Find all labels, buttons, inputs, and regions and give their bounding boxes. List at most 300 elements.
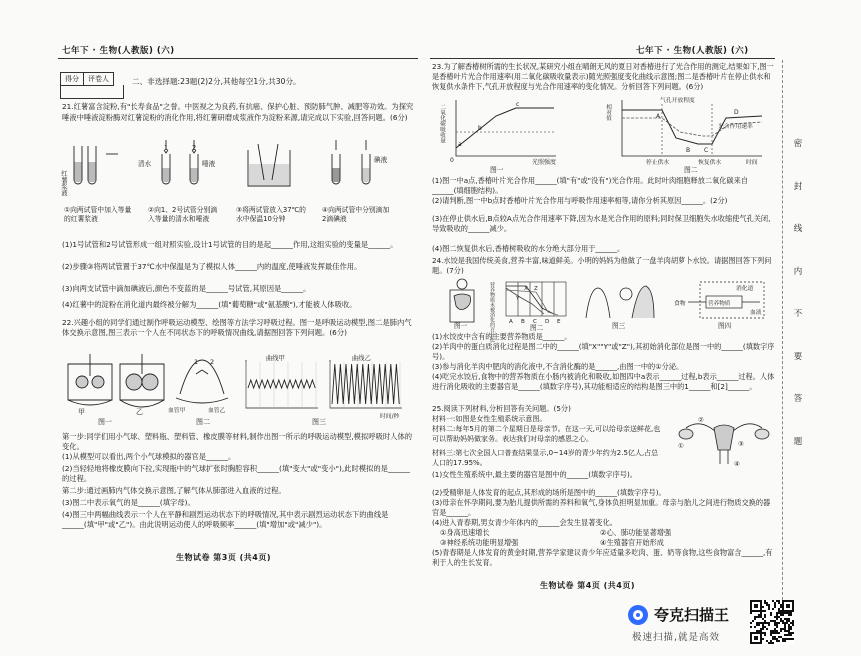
qr-module [782, 614, 784, 616]
qr-module [762, 618, 764, 620]
q21-label-water: 清水 [138, 160, 152, 168]
qr-module [780, 614, 782, 616]
qr-module [788, 618, 790, 620]
qr-module [756, 630, 758, 632]
qr-module [764, 620, 766, 622]
qr-finder-core [786, 604, 790, 608]
qr-module [762, 638, 764, 640]
qr-code-icon[interactable] [750, 600, 794, 644]
qr-module [762, 622, 764, 624]
score-label: 得分 [61, 73, 84, 85]
q22-sub4: (4)图三中两幅曲线表示一个人在平静和剧烈运动状态下的呼吸情况,其中表示剧烈运动状态下的曲线是______(填"甲"或"乙")。由此说明运动使人的呼吸频率______(填"增加"或"减少")。 [62, 510, 389, 529]
qr-module [786, 630, 788, 632]
qr-module [768, 642, 770, 644]
qr-module [786, 612, 788, 614]
qr-module [778, 636, 780, 638]
page-header-left: 七年下 · 生物(人教版) (六) [62, 46, 175, 56]
qr-module [780, 620, 782, 622]
q21-label-tube2: 2 [192, 144, 197, 152]
q21-stem: 21.红薯富含淀粉,有"长寿食品"之誉。中医视之为良药,有抗癌、保护心脏、预防肺气肿、减肥等功效。为探究唾液中唾液淀粉酶对红薯淀粉的消化作用,将红薯研磨成浆液作为淀粉来源,请完成以下实验,回答问题。(6分) [62, 102, 414, 122]
qr-module [780, 630, 782, 632]
q23-fig2-point-B: B [686, 147, 691, 154]
q23-fig2-point-D: D [734, 109, 739, 116]
qr-module [776, 638, 778, 640]
brand-name: 夸克扫描王 [654, 607, 730, 624]
q23-fig1-point-b: b [478, 125, 482, 132]
qr-module [786, 638, 788, 640]
qr-finder-core [754, 636, 758, 640]
qr-module [784, 618, 786, 620]
q25-num1: ① [678, 442, 684, 450]
qr-module [754, 618, 756, 620]
q24-sub4: (4)吃完水饺后,食物中的营养物质在小肠内被消化和吸收,如图四中a表示______过程,b表示______过程。人体进行消化吸收的主要器官是______(填数字序号),其功能相适应的结构是图三中的1______和[2]______。 [432, 372, 775, 391]
q24-sub3: (3)参与消化羊肉中肥肉的消化液中,不含消化酶的是______,由图一中的①分泌。 [432, 362, 684, 371]
qr-module [780, 628, 782, 630]
q23-fig1-point-c: c [516, 101, 520, 108]
seal-char-6: 要 [793, 351, 803, 362]
q24-stem: 24.水饺是我国传统美食,营养丰富,味道鲜美。小明的妈妈为他做了一盘羊肉胡萝卜水饺。请据图回答下列问题。(7分) [432, 256, 772, 275]
qr-module [770, 620, 772, 622]
q24-xletter-A: A [509, 319, 513, 325]
q24-xletter-C: C [533, 319, 537, 325]
qr-module [770, 630, 772, 632]
qr-module [762, 624, 764, 626]
q25-sub5: (5)青春期是人体发育的黄金时期,营养学家建议青少年应适量多吃肉、蛋、奶等食物,这些食物富含______,有利于人的生长发育。 [432, 548, 773, 567]
qr-module [784, 638, 786, 640]
qr-module [778, 602, 780, 604]
q21-figure [62, 140, 414, 204]
q22-fig2-alveolus [176, 360, 228, 403]
q25-sub1: (1)女性生殖系统中,最主要的器官是图中的______(填数字序号)。 [432, 470, 637, 479]
qr-module [788, 626, 790, 628]
qr-module [778, 612, 780, 614]
q24-fig2-ylabel: 营养物质未被消化的百分比 [489, 282, 495, 342]
q23-sub4: (4)图二恢复供水后,香椿树吸收的水分绝大部分用于______。 [432, 244, 625, 253]
section-title: 二、非选择题:23题(2)2分,其他每空1分,共30分。 [132, 77, 301, 86]
qr-module [770, 642, 772, 644]
q22-step2: 第二步:通过画肺内气体交换示意图,了解气体从肺部进入血液的过程。 [62, 486, 286, 495]
q21-caption-1: ①向两试管中加入等量的红薯浆液 [64, 206, 132, 223]
qr-module [782, 620, 784, 622]
qr-module [788, 612, 790, 614]
qr-module [764, 602, 766, 604]
qr-module [784, 622, 786, 624]
qr-module [758, 622, 760, 624]
qr-module [766, 622, 768, 624]
qr-module [774, 624, 776, 626]
qr-module [792, 638, 794, 640]
q21-caption-4: ④向两试管中分别滴加2滴碘液 [322, 206, 390, 223]
qr-module [768, 606, 770, 608]
qr-module [776, 600, 778, 602]
qr-module [790, 614, 792, 616]
qr-module [776, 622, 778, 624]
qr-module [790, 632, 792, 634]
q23-sub2: (2)请判断,图一中b点时香椿叶片光合作用与呼吸作用速率相等,请你分析其原因______。(2分) [432, 196, 728, 205]
seal-char-8: 题 [793, 436, 803, 447]
qr-module [760, 630, 762, 632]
qr-module [782, 612, 784, 614]
qr-module [764, 632, 766, 634]
q22-fig2-caption: 图二 [196, 418, 210, 426]
qr-module [776, 616, 778, 618]
qr-module [778, 640, 780, 642]
q22-xunit: 时间/秒 [380, 414, 400, 420]
qr-module [766, 628, 768, 630]
q21-sub1: (1)1号试管和2号试管形成一组对照实验,设计1号试管的目的是起______作用,这组实验的变量是______。 [62, 240, 398, 249]
qr-module [770, 612, 772, 614]
q25-sub4: (4)进入青春期,男女青少年体内的______会发生显著变化。 [432, 518, 617, 527]
qr-module [756, 622, 758, 624]
q22-fig2-num1: 1 [194, 358, 199, 366]
qr-module [790, 628, 792, 630]
q21-label-iodine: 碘液 [374, 156, 388, 164]
qr-module [772, 638, 774, 640]
qr-module [770, 634, 772, 636]
q24-curve-X-label: X [524, 286, 528, 292]
qr-module [782, 640, 784, 642]
qr-module [760, 628, 762, 630]
qr-module [792, 622, 794, 624]
qr-module [788, 624, 790, 626]
qr-module [788, 634, 790, 636]
q22-curve-exercise [332, 364, 399, 404]
q23-stem: 23.为了解香椿树所需的生长状况,某研究小组在晴朗无风的夏日对香椿进行了光合作用的测定,结果如下,图一是香椿叶片光合作用速率(用二氧化碳吸收量表示)随光照强度变化曲线示意图;图二是香椿叶片在停止供水和恢复供水条件下,气孔开放程度与光合作用速率的变化情况。分析回答下列问题。(6分) [432, 62, 774, 92]
q24-sub2: (2)羊肉中的蛋白质消化过程是图二中的______(填"X""Y"或"Z"),其初始消化部位是图一中的______(填数字序号)。 [432, 342, 775, 361]
seal-char-1: 密 [793, 139, 803, 149]
qr-finder-core [754, 604, 758, 608]
qr-module [766, 602, 768, 604]
qr-module [754, 616, 756, 618]
qr-module [774, 606, 776, 608]
q25-option-4: ④生殖器官开始形成 [600, 538, 664, 547]
q25-stem: 25.阅读下列材料,分析回答有关问题。(5分) [432, 404, 571, 413]
q25-sub2: (2)受精卵是人体发育的起点,其形成的场所是图中的______(填数字序号)。 [432, 488, 666, 497]
q21-label-slurry: 红薯浆液 [60, 170, 68, 196]
q24-xletter-D: D [545, 319, 550, 325]
qr-module [772, 632, 774, 634]
q24-sub1: (1)水饺皮中含有的主要营养物质是______。 [432, 332, 572, 341]
q21-step3-beaker [248, 144, 290, 186]
q23-fig2-point-A: A [656, 113, 661, 120]
qr-module [758, 614, 760, 616]
q22-curve1-label: 曲线甲 [266, 355, 285, 362]
qr-module [788, 630, 790, 632]
qr-module [788, 620, 790, 622]
qr-module [786, 634, 788, 636]
q25-m2: 材料二:每年5月的第二个星期日是母亲节。在这一天,可以给母亲送鲜花,也可以帮助妈妈做家务。表达我们对母亲的感恩之心。 [432, 425, 661, 443]
qr-module [766, 604, 768, 606]
q23-fig2-xunit: 时间 [746, 160, 758, 166]
q22-fig3-caption: 图三 [312, 418, 326, 426]
qr-module [790, 638, 792, 640]
qr-module [790, 612, 792, 614]
qr-module [774, 636, 776, 638]
qr-module [788, 638, 790, 640]
q23-sub3: (3)在停止供水后,B点较A点光合作用速率下降,因为水是光合作用的原料;同时保卫细胞失水收缩使气孔关闭,导致吸收的______减少。 [432, 214, 771, 233]
qr-module [768, 608, 770, 610]
qr-module [778, 622, 780, 624]
seal-char-5: 不 [793, 309, 803, 319]
q21-step4-tubes [332, 140, 370, 184]
qr-module [750, 612, 752, 614]
qr-module [772, 630, 774, 632]
q21-sub3: (3)向两支试管中滴加碘液后,颜色不变蓝的是______号试管,其原因是______。 [62, 284, 311, 293]
qr-module [770, 640, 772, 642]
q25-num3: ③ [738, 440, 744, 448]
q24-xletter-B: B [521, 319, 525, 325]
brand-logo-icon [628, 605, 648, 625]
qr-module [776, 618, 778, 620]
qr-module [752, 620, 754, 622]
seal-char-2: 封 [793, 181, 803, 192]
qr-module [762, 610, 764, 612]
q24-fig3-villus [586, 286, 654, 318]
qr-module [786, 618, 788, 620]
qr-module [784, 634, 786, 636]
q22-sub2: (2)当轻轻地将橡皮膜向下拉,实现瓶中的气球扩张时胸腔容积______(填"变大"或"变小"),此时模拟的是______的过程。 [62, 464, 410, 483]
qr-module [784, 626, 786, 628]
qr-module [790, 622, 792, 624]
qr-module [764, 616, 766, 618]
page-footer-right: 生物试卷 第4页 (共4页) [540, 581, 636, 590]
q25-m1: 材料一:如图是女性生殖系统示意图。 [432, 415, 547, 423]
qr-module [764, 626, 766, 628]
q25-option-3: ③神经系统功能明显增强 [440, 538, 519, 547]
q21-step1-tubes [74, 146, 118, 184]
score-box-blank [60, 85, 124, 99]
q24-fig1-caption: 图一 [454, 322, 468, 330]
brand-slogan: 极速扫描,就是高效 [632, 632, 721, 643]
qr-module [770, 614, 772, 616]
q22-label-blood-out: 血管乙 [208, 408, 226, 414]
q23-fig1-caption: 图一 [490, 166, 504, 174]
qr-module [758, 616, 760, 618]
qr-module [780, 636, 782, 638]
qr-module [780, 610, 782, 612]
q25-m3: 材料三:第七次全国人口普查结果显示,0~14岁的青少年约为2.5亿人,占总人口的17.95%。 [432, 449, 659, 467]
q24-fig2-caption: 图二 [530, 324, 544, 332]
score-box [60, 72, 114, 86]
qr-module [772, 600, 774, 602]
qr-module [762, 626, 764, 628]
q21-label-saliva: 唾液 [202, 160, 216, 168]
qr-module [778, 616, 780, 618]
qr-module [772, 620, 774, 622]
q22-sub3: (3)图二中表示氧气的是______(填字母)。 [62, 498, 195, 507]
qr-module [780, 604, 782, 606]
q22-figure [62, 354, 414, 426]
qr-module [782, 628, 784, 630]
q21-caption-2: ②向1、2号试管分别滴入等量的清水和唾液 [148, 206, 218, 223]
qr-module [788, 632, 790, 634]
q24-xletter-E: E [557, 319, 561, 325]
q24-fig3-caption: 图三 [612, 322, 626, 330]
q22-fig2-num2: 2 [210, 358, 215, 366]
q22-step1: 第一步:同学们用小气球、塑料瓶、塑料管、橡皮膜等材料,制作出图一所示的呼吸运动模型,模拟呼吸时人体的变化。 [62, 432, 413, 451]
qr-module [774, 620, 776, 622]
q23-fig1-origin: 0 [450, 157, 454, 164]
qr-module [776, 624, 778, 626]
q23-figure [436, 96, 772, 166]
qr-module [776, 614, 778, 616]
q23-fig1-curve [456, 108, 554, 148]
qr-module [784, 630, 786, 632]
q23-fig1-ylabel: 二氧化碳吸收量 [439, 104, 445, 144]
qr-module [774, 628, 776, 630]
seal-char-4: 内 [793, 266, 803, 277]
seal-char-7: 答 [793, 394, 803, 404]
qr-module [788, 614, 790, 616]
qr-module [754, 626, 756, 628]
qr-module [776, 630, 778, 632]
qr-module [768, 624, 770, 626]
qr-module [792, 632, 794, 634]
qr-module [774, 622, 776, 624]
qr-module [780, 606, 782, 608]
qr-module [784, 640, 786, 642]
qr-module [784, 624, 786, 626]
q25-option-1: ①身高迅速增长 [440, 528, 490, 537]
q23-fig2-legend2: 光合作用速率 [718, 124, 753, 130]
qr-module [762, 628, 764, 630]
qr-module [766, 640, 768, 642]
q22-label-blood-in: 血管甲 [168, 408, 186, 414]
qr-module [768, 604, 770, 606]
qr-module [784, 612, 786, 614]
q22-sub1: (1)从模型可以看出,两个小气球模拟的器官是______。 [62, 452, 236, 461]
seal-char-3: 线 [793, 224, 803, 234]
q23-fig2-point-C: C [704, 147, 709, 154]
qr-module [788, 628, 790, 630]
q24-fig4-blood: 血液 [750, 310, 762, 316]
qr-module [778, 600, 780, 602]
qr-module [776, 626, 778, 628]
q23-fig2-caption: 图二 [684, 166, 698, 174]
q21-label-tube1: 1 [164, 144, 169, 152]
qr-module [774, 616, 776, 618]
qr-module [790, 626, 792, 628]
q22-fig1-caption: 图一 [98, 418, 112, 426]
q25-option-2: ②心、肺功能显著增强 [600, 528, 672, 537]
header-rule-left [58, 58, 418, 59]
qr-module [778, 610, 780, 612]
qr-module [782, 622, 784, 624]
q25-num4: ④ [734, 460, 740, 468]
q22-curve-calm [248, 380, 315, 388]
q23-fig2-x2: 恢复供水 [698, 160, 722, 166]
qr-module [790, 634, 792, 636]
q22-stem: 22.兴趣小组的同学们通过制作呼吸运动模型、绘图等方法学习呼吸过程。图一是呼吸运动模型,图二是肺内气体交换示意图,图三表示一个人在不同状态下的呼吸情况曲线,请据图回答下列问题。(6分) [62, 318, 412, 337]
q24-fig4-nutrient: 营养物质 [708, 301, 731, 307]
q23-sub1: (1)图一中a点,香椿叶片光合作用______(填"有"或"没有")光合作用。此时叶肉细胞释放二氧化碳来自______(填细胞结构)。 [432, 176, 749, 195]
qr-module [782, 638, 784, 640]
header-rule-right [430, 58, 775, 59]
qr-module [776, 612, 778, 614]
seal-dashed-line [782, 60, 783, 620]
q24-curve-Z-label: Z [534, 286, 538, 292]
qr-module [764, 622, 766, 624]
scanner-brand [628, 604, 729, 625]
q23-fig2-legend1: 气孔开放程度 [660, 98, 695, 104]
q24-fig4-digestive: 消化道 [736, 286, 754, 292]
q21-sub4: (4)红薯中的淀粉在消化道内最终被分解为______(填"葡萄糖"或"氨基酸"),才能被人体吸收。 [62, 300, 357, 309]
qr-module [758, 630, 760, 632]
qr-module [774, 604, 776, 606]
q24-curve-Y-label: Y [516, 296, 520, 302]
q24-fig1-body [450, 279, 474, 322]
qr-module [772, 608, 774, 610]
qr-module [776, 632, 778, 634]
seal-text [791, 140, 805, 480]
qr-module [774, 630, 776, 632]
qr-module [786, 622, 788, 624]
qr-module [764, 600, 766, 602]
q21-caption-3: ③将两试管放入37℃的水中保温10分钟 [236, 206, 306, 223]
qr-module [776, 640, 778, 642]
q25-reproductive-diagram [679, 424, 769, 464]
q22-label-b: 乙 [136, 408, 143, 416]
qr-module [764, 610, 766, 612]
qr-module [758, 624, 760, 626]
page-header-right: 七年下 · 生物(人教版) (六) [636, 46, 749, 56]
q24-fig4-food: 食物 [674, 301, 686, 307]
qr-module [750, 626, 752, 628]
q24-fig4-caption: 图四 [718, 322, 732, 330]
qr-module [760, 614, 762, 616]
q21-sub2: (2)步骤③将两试管置于37℃水中保温是为了模拟人体______内的温度,使唾液发挥最佳作用。 [62, 262, 362, 271]
q22-label-a: 甲 [78, 408, 85, 416]
q25-sub3: (3)母亲在怀孕期间,要为胎儿提供所需的养料和氧气,身体负担明显加重。母亲与胎儿之间进行物质交换的器官是______。 [432, 498, 771, 517]
reviewer-label: 评卷人 [88, 75, 109, 83]
q22-curve2-label: 曲线乙 [352, 355, 371, 362]
qr-module [770, 632, 772, 634]
qr-module [774, 638, 776, 640]
qr-module [792, 620, 794, 622]
qr-module [764, 614, 766, 616]
qr-module [772, 636, 774, 638]
page-footer-left: 生物试卷 第3页 (共4页) [176, 553, 272, 562]
qr-module [780, 612, 782, 614]
q22-fig1-models [68, 354, 164, 407]
qr-module [772, 642, 774, 644]
qr-module [760, 612, 762, 614]
q23-fig2-ylabel: 相对值 [605, 104, 611, 121]
qr-module [778, 608, 780, 610]
qr-module [762, 632, 764, 634]
qr-module [764, 634, 766, 636]
qr-module [778, 632, 780, 634]
qr-module [756, 616, 758, 618]
qr-module [750, 622, 752, 624]
q25-figure [676, 414, 772, 470]
qr-module [792, 624, 794, 626]
qr-module [774, 602, 776, 604]
qr-module [756, 624, 758, 626]
qr-module [762, 606, 764, 608]
qr-module [786, 620, 788, 622]
q23-fig2-x1: 停止供水 [646, 160, 670, 166]
qr-module [780, 618, 782, 620]
qr-module [774, 632, 776, 634]
q25-num2: ② [698, 416, 704, 424]
q23-fig1-xlabel: 光照强度 [532, 159, 557, 166]
q23-fig1-point-a: a [458, 141, 462, 148]
qr-module [768, 622, 770, 624]
qr-module [760, 622, 762, 624]
qr-module [784, 628, 786, 630]
qr-module [760, 616, 762, 618]
